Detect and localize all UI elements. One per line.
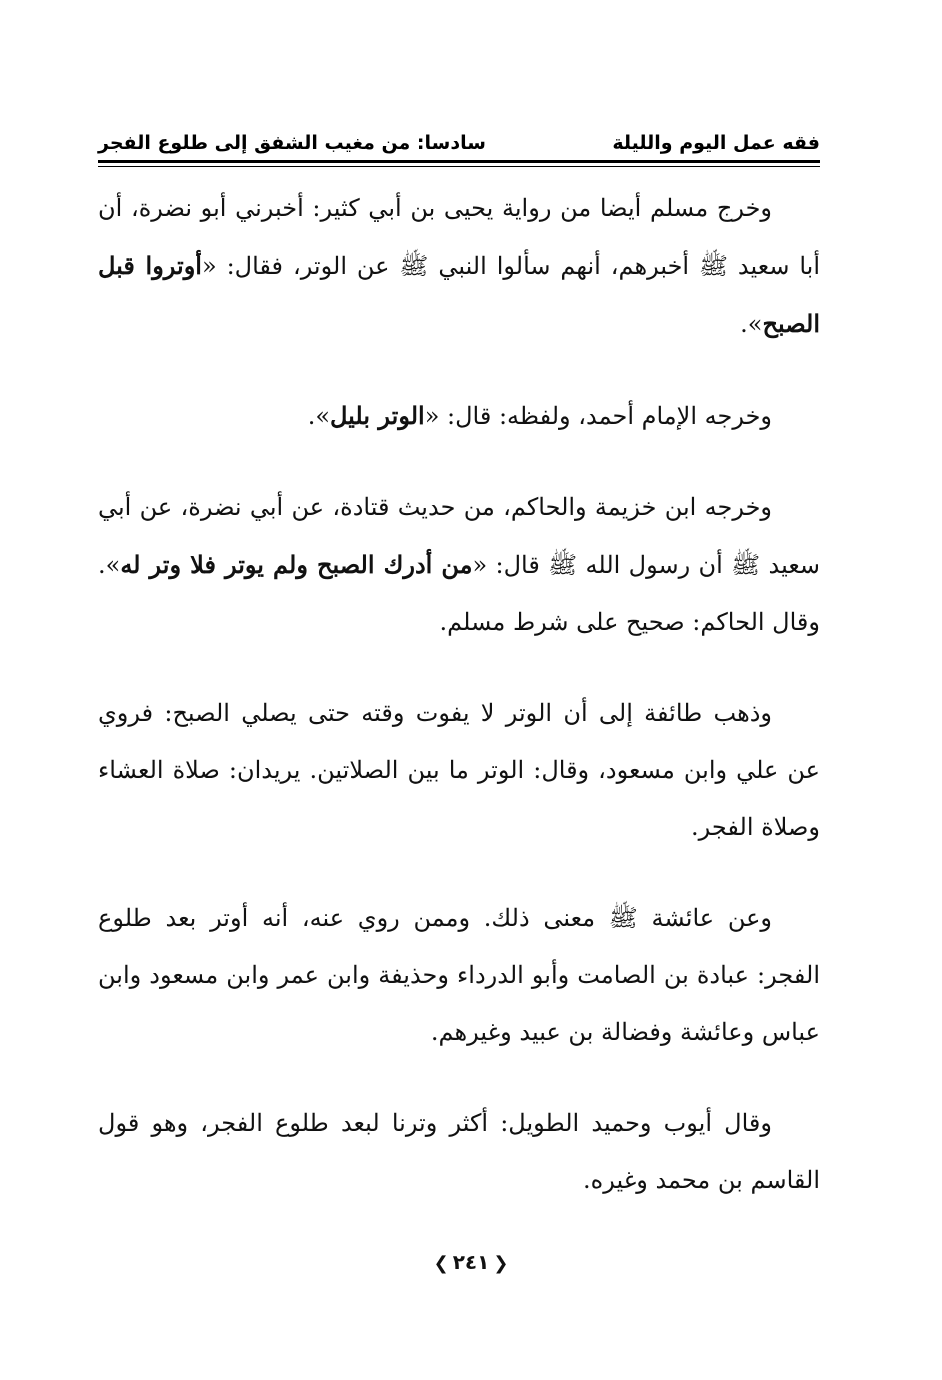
running-header: [98, 128, 820, 160]
chapter-title: سادسا: من مغيب الشفق إلى طلوع الفجر: [98, 132, 486, 154]
paragraph-2: وخرجه الإمام أحمد، ولفظه: قال: «الوتر بليل».: [307, 401, 772, 430]
paragraph-3: وخرجه ابن خزيمة والحاكم، من حديث قتادة، عن أبي نضرة، عن أبي سعيد ﷺ أن رسول الله ﷺ قال: «من أدرك الصبح ولم يوتر فلا وتر له». وقال الحاكم: صحيح على شرط مسلم.: [98, 493, 821, 636]
hadith-quote: من أدرك الصبح ولم يوتر فلا وتر له: [120, 550, 473, 579]
ornament-icon: ❮: [493, 1253, 509, 1274]
paragraph-6: وقال أيوب وحميد الطويل: أكثر وترنا لبعد طلوع الفجر، وهو قول القاسم بن محمد وغيره.: [98, 1109, 820, 1194]
header-rule-thin: [98, 166, 820, 167]
body-text: [98, 180, 820, 1243]
page-number-value: ٢٤١: [452, 1250, 490, 1274]
paragraph-1: وخرج مسلم أيضا من رواية يحيى بن أبي كثير: أخبرني أبو نضرة، أن أبا سعيد ﷺ أخبرهم، أنهم سألوا النبي ﷺ عن الوتر، فقال: «أوتروا قبل الصبح».: [98, 194, 821, 338]
paragraph-5: وعن عائشة ﷺ معنى ذلك. وممن روي عنه، أنه أوتر بعد طلوع الفجر: عبادة بن الصامت وأبو الدرداء وحذيفة وابن عمر وابن مسعود وابن عباس وعائشة وفضالة بن عبيد وغيرهم.: [98, 904, 820, 1046]
ornament-icon: ❯: [433, 1253, 449, 1274]
page-number: [0, 1250, 942, 1274]
book-title: فقه عمل اليوم والليلة: [612, 132, 820, 154]
paragraph-4: وذهب طائفة إلى أن الوتر لا يفوت وقته حتى يصلي الصبح: فروي عن علي وابن مسعود، وقال: الوتر ما بين الصلاتين. يريدان: صلاة العشاء وصلاة الفجر.: [98, 699, 820, 841]
header-rule: [98, 160, 820, 163]
hadith-quote: أوتروا قبل الصبح: [98, 251, 820, 338]
hadith-quote: الوتر بليل: [330, 401, 425, 430]
